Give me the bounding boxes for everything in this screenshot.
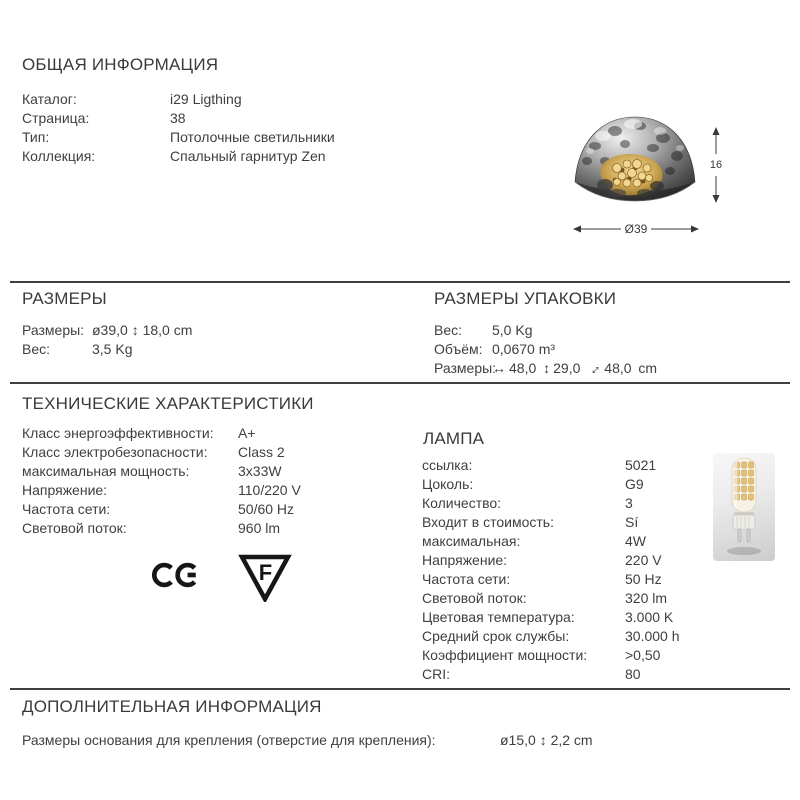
packaging-table: [434, 321, 657, 378]
table-row: [22, 321, 192, 340]
row-value: Спальный гарнитур Zen: [170, 148, 326, 164]
depth-arrow-icon: ↔: [583, 357, 605, 379]
table-row: [22, 147, 335, 166]
row-label: Класс электробезопасности:: [22, 444, 208, 460]
section-divider: [10, 281, 790, 283]
ce-mark-icon: [152, 554, 208, 596]
table-row: [422, 513, 680, 532]
row-value: ø15,0 ↕ 2,2 cm: [500, 732, 593, 748]
sizes-table: [22, 321, 192, 359]
table-row: [422, 665, 680, 684]
row-label: максимальная:: [422, 533, 521, 549]
table-row: [422, 646, 680, 665]
lamp-table: [422, 456, 680, 684]
g9-bulb-photo: [713, 453, 775, 561]
row-value: 80: [625, 666, 641, 682]
f-mark-triangle-icon: [238, 554, 292, 602]
table-row: [422, 627, 680, 646]
row-value: 30.000 h: [625, 628, 680, 644]
row-value: 5,0 Kg: [492, 322, 533, 338]
packaging-title: РАЗМЕРЫ УПАКОВКИ: [434, 289, 617, 308]
table-row: [22, 128, 335, 147]
arrowhead-left: [573, 226, 581, 233]
row-value: 3x33W: [238, 463, 282, 479]
arrowhead-right: [691, 226, 699, 233]
product-dimension-diagram: [565, 106, 790, 246]
row-value: 110/220 V: [238, 482, 301, 498]
row-value: 960 lm: [238, 520, 281, 536]
row-label: Частота сети:: [422, 571, 511, 587]
row-label: Частота сети:: [22, 501, 111, 517]
g9-led-bulb-icon: [713, 453, 775, 561]
pack-depth: 48,0: [604, 360, 632, 376]
row-value: G9: [625, 476, 644, 492]
row-value: >0,50: [625, 647, 661, 663]
table-row: [22, 462, 301, 481]
certification-marks: [152, 554, 292, 602]
row-label: Средний срок службы:: [422, 628, 570, 644]
row-label: CRI:: [422, 666, 450, 682]
row-value: Class 2: [238, 444, 285, 460]
pack-height: 29,0: [553, 360, 581, 376]
additional-info-table: [22, 731, 593, 750]
row-label: Коэффициент мощности:: [422, 647, 588, 663]
diameter-dimension-label: Ø39: [624, 222, 648, 236]
row-label: Размеры:: [22, 322, 85, 338]
row-label: Тип:: [22, 129, 50, 145]
width-arrow-icon: ↔: [492, 360, 506, 376]
row-label: Напряжение:: [422, 552, 508, 568]
row-label: Вес:: [434, 322, 463, 338]
row-value: 4W: [625, 533, 646, 549]
row-label: Размеры:: [434, 360, 497, 376]
height-dimension-label: 16: [709, 159, 723, 171]
table-row: [422, 570, 680, 589]
table-row: [422, 551, 680, 570]
row-value: 50 Hz: [625, 571, 662, 587]
row-value: 220 V: [625, 552, 662, 568]
row-value: 50/60 Hz: [238, 501, 295, 517]
row-value: i29 Ligthing: [170, 91, 242, 107]
row-label: Вес:: [22, 341, 51, 357]
table-row: [22, 340, 192, 359]
pack-unit: cm: [638, 360, 658, 376]
table-row: [22, 443, 301, 462]
table-row: [422, 532, 680, 551]
general-info-title: ОБЩАЯ ИНФОРМАЦИЯ: [22, 55, 219, 74]
table-row: [22, 90, 335, 109]
row-label: Каталог:: [22, 91, 77, 107]
row-label: Количество:: [422, 495, 502, 511]
table-row: [434, 321, 657, 340]
row-value: 38: [170, 110, 186, 126]
row-label: ссылка:: [422, 457, 473, 473]
table-row: [422, 475, 680, 494]
row-value: 5021: [625, 457, 657, 473]
technical-table: [22, 424, 301, 538]
section-divider: [10, 688, 790, 690]
row-label: максимальная мощность:: [22, 463, 190, 479]
row-label: Цоколь:: [422, 476, 474, 492]
table-row: [22, 109, 335, 128]
table-row: [22, 519, 301, 538]
row-label: Напряжение:: [22, 482, 108, 498]
additional-info-title: ДОПОЛНИТЕЛЬНАЯ ИНФОРМАЦИЯ: [22, 697, 322, 716]
row-label: Страница:: [22, 110, 90, 126]
arrowhead-down: [713, 195, 720, 203]
row-label: Входит в стоимость:: [422, 514, 554, 530]
row-value: ø39,0 ↕ 18,0 cm: [92, 322, 193, 338]
section-divider: [10, 382, 790, 384]
row-value: Потолочные светильники: [170, 129, 335, 145]
row-label: Световой поток:: [22, 520, 127, 536]
height-arrow-icon: ↕: [543, 360, 551, 376]
table-row: [422, 456, 680, 475]
f-mark-letter: F: [258, 560, 273, 585]
table-row packaging-dimensions-row: [434, 359, 657, 378]
table-row: [22, 731, 593, 750]
row-value: 3.000 K: [625, 609, 674, 625]
row-label: Класс энергоэффективности:: [22, 425, 214, 441]
lamp-title: ЛАМПА: [423, 429, 485, 448]
sizes-title: РАЗМЕРЫ: [22, 289, 107, 308]
row-value: 3,5 Kg: [92, 341, 133, 357]
table-row: [434, 340, 657, 359]
row-value: A+: [238, 425, 256, 441]
table-row: [22, 481, 301, 500]
table-row: [422, 589, 680, 608]
row-value: Sí: [625, 514, 639, 530]
row-label: Коллекция:: [22, 148, 96, 164]
technical-title: ТЕХНИЧЕСКИЕ ХАРАКТЕРИСТИКИ: [22, 394, 314, 413]
ceiling-lamp-icon: [565, 106, 790, 246]
arrowhead-up: [713, 127, 720, 135]
table-row: [422, 494, 680, 513]
table-row: [22, 424, 301, 443]
table-row: [22, 500, 301, 519]
row-label: Световой поток:: [422, 590, 527, 606]
general-info-table: [22, 90, 335, 166]
row-value: 0,0670 m³: [492, 341, 556, 357]
table-row: [422, 608, 680, 627]
pack-width: 48,0: [509, 360, 537, 376]
row-label: Размеры основания для крепления (отверстие для крепления):: [22, 732, 436, 748]
row-label: Объём:: [434, 341, 483, 357]
row-value: 3: [625, 495, 633, 511]
row-label: Цветовая температура:: [422, 609, 575, 625]
row-value: 320 lm: [625, 590, 668, 606]
row-value: [492, 359, 657, 378]
